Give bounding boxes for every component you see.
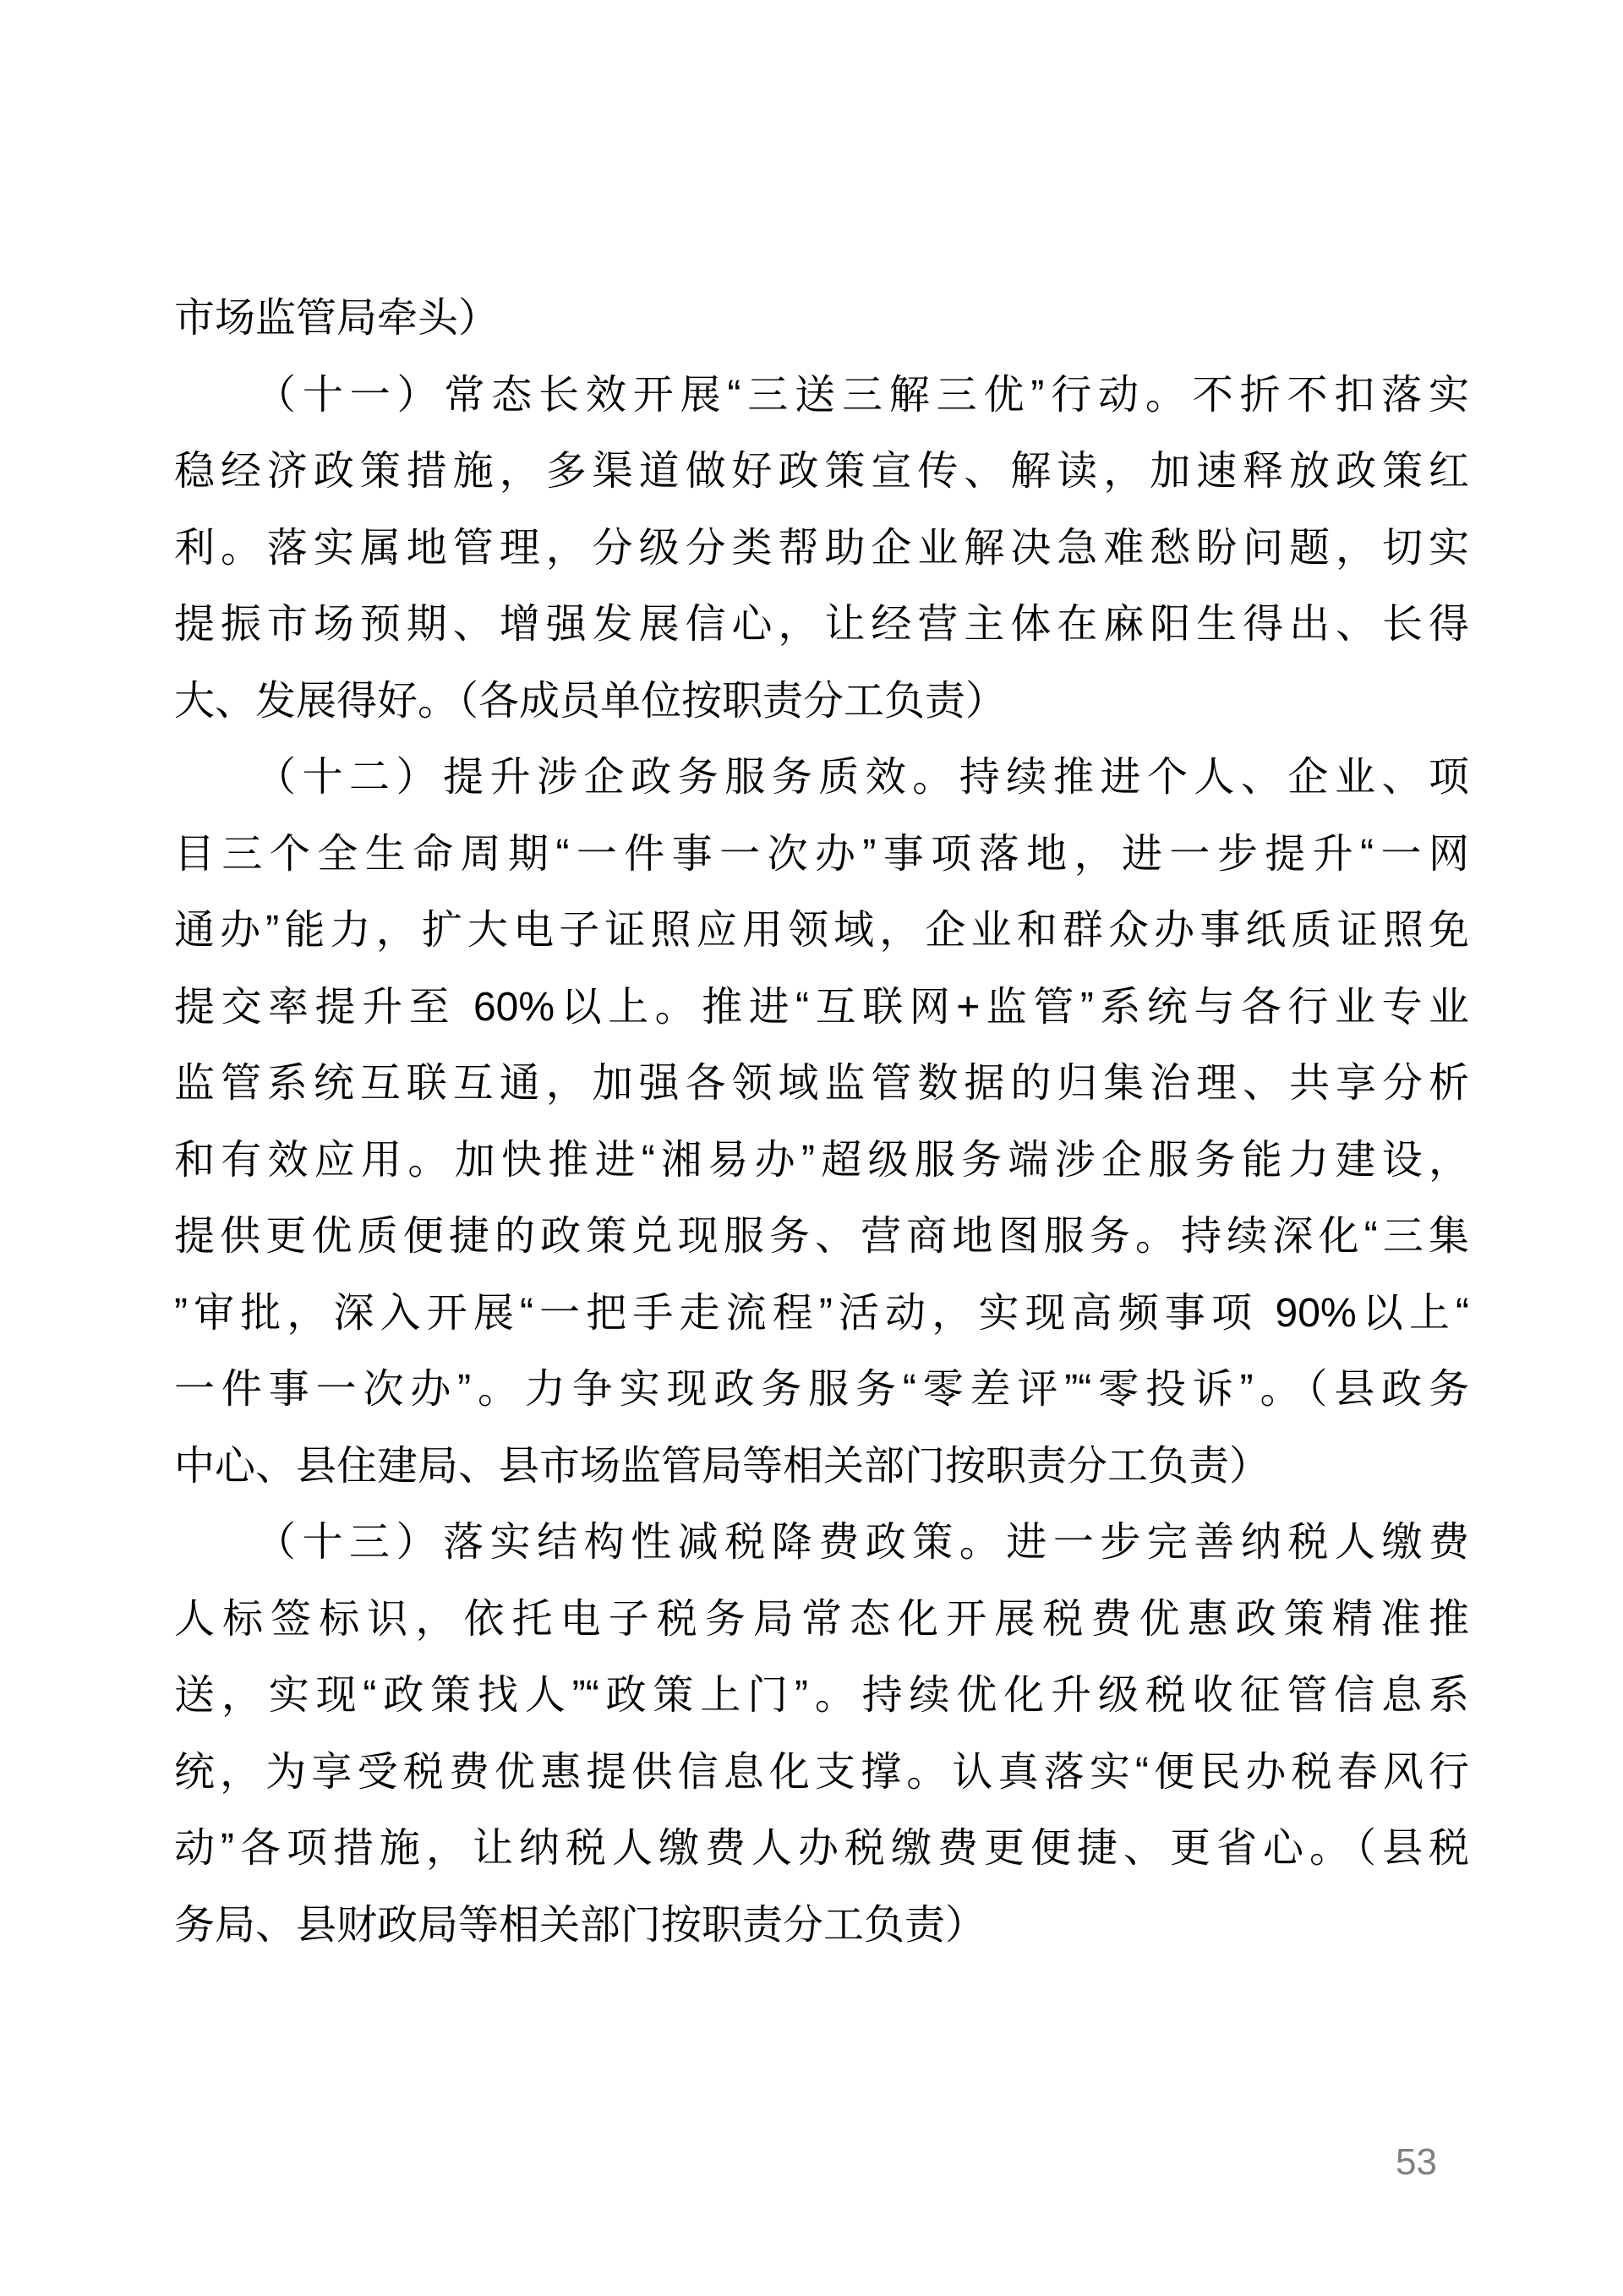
text-line: 统，为享受税费优惠提供信息化支撑。认真落实“便民办税春风行 [174,1749,1469,1795]
text-line: 提振市场预期、增强发展信心，让经营主体在麻阳生得出、长得 [174,602,1469,647]
text-line: 市场监管局牵头） [174,296,500,341]
text-line: 中心、县住建局、县市场监管局等相关部门按职责分工负责） [174,1443,1271,1489]
text-line: 目三个全生命周期“一件事一次办”事项落地，进一步提升“一网 [174,831,1469,877]
text-line: 大、发展得好。（各成员单位按职责分工负责） [174,678,1007,724]
text-line: （十二）提升涉企政务服务质效。持续推进个人、企业、项 [255,755,1469,800]
text-line: 动”各项措施，让纳税人缴费人办税缴费更便捷、更省心。（县税 [174,1826,1469,1871]
text-line: 利。落实属地管理，分级分类帮助企业解决急难愁盼问题，切实 [174,525,1469,571]
text-line: 务局、县财政局等相关部门按职责分工负责） [174,1902,986,1948]
text-line: 和有效应用。加快推进“湘易办”超级服务端涉企服务能力建设， [174,1137,1469,1183]
text-line: 送，实现“政策找人”“政策上门”。持续优化升级税收征管信息系 [174,1673,1469,1718]
text-line: （十一）常态长效开展“三送三解三优”行动。不折不扣落实 [255,372,1469,418]
text-line: 一件事一次办”。力争实现政务服务“零差评”“零投诉”。（县政务 [174,1367,1469,1412]
text-line: 人标签标识，依托电子税务局常态化开展税费优惠政策精准推 [174,1596,1469,1642]
text-line: 监管系统互联互通，加强各领域监管数据的归集治理、共享分析 [174,1061,1469,1106]
text-line: 提供更优质便捷的政策兑现服务、营商地图服务。持续深化“三集 [174,1214,1469,1259]
document-body [174,281,1469,1964]
text-line: 通办”能力，扩大电子证照应用领域，企业和群众办事纸质证照免 [174,908,1469,953]
text-line: （十三）落实结构性减税降费政策。进一步完善纳税人缴费 [255,1520,1469,1565]
text-line: 提交率提升至 60%以上。推进“互联网+监管”系统与各行业专业 [174,984,1469,1030]
page-number: 53 [1396,2141,1437,2183]
text-line: ”审批，深入开展“一把手走流程”活动，实现高频事项 90%以上“ [174,1290,1469,1336]
text-line: 稳经济政策措施，多渠道做好政策宣传、解读，加速释放政策红 [174,449,1469,494]
